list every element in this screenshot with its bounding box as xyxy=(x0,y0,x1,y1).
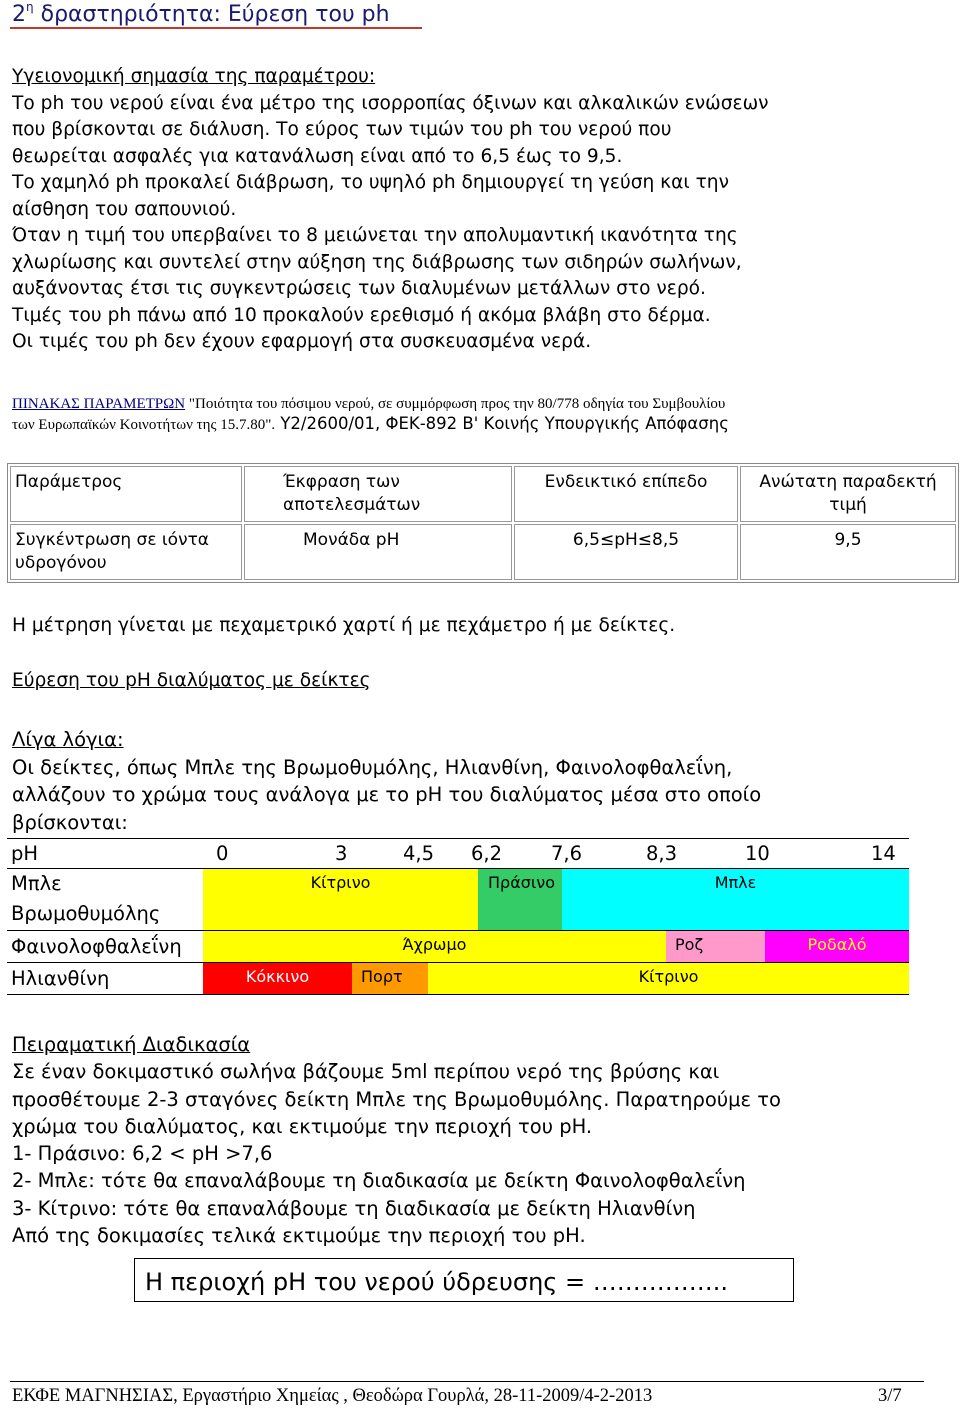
title-underline xyxy=(10,27,422,29)
ph-value: 8,3 xyxy=(646,842,678,865)
few-words-line: βρίσκονται: xyxy=(12,810,128,834)
sanitary-line: που βρίσκονται σε διάλυση. Το εύρος των τιμών του ph του νερού που xyxy=(12,119,672,140)
procedure-line: χρώμα του διαλύματος, και εκτιμούμε την περιοχή του pH. xyxy=(12,1114,593,1138)
sanitary-heading: Υγειονομική σημασία της παραμέτρου: xyxy=(12,66,376,87)
reference-line-2: των Ευρωπαϊκών Κοινοτήτων της 15.7.80". Υ2/2600/01, ΦΕΚ-892 Β' Κοινής Υπουργικής Απόφασης xyxy=(12,414,729,433)
few-words-section xyxy=(12,726,761,836)
table-header-cell: Έκφραση των αποτελεσμάτων xyxy=(244,466,512,522)
table-cell: 6,5≤pH≤8,5 xyxy=(514,524,738,580)
sanitary-line: Οι τιμές του ph δεν έχουν εφαρμογή στα συσκευασμένα νερά. xyxy=(12,331,592,352)
ph-value: 7,6 xyxy=(551,842,583,865)
methyl-orange-orange-band: Πορτ xyxy=(352,963,428,994)
indicator-table xyxy=(7,838,909,998)
bromothymol-yellow-band: Κίτρινο xyxy=(203,869,478,930)
reference-line-1: ΠΙΝΑΚΑΣ ΠΑΡΑΜΕΤΡΩΝ "Ποιότητα του πόσιμου νερού, σε συμμόρφωση προς την 80/778 οδηγία του Συμβουλίου xyxy=(12,396,726,412)
table-cell: Μονάδα pH xyxy=(244,524,512,580)
table-row xyxy=(10,466,956,522)
ph-value: 4,5 xyxy=(403,842,435,865)
procedure-line: Από της δοκιμασίες τελικά εκτιμούμε την περιοχή του pH. xyxy=(12,1224,586,1248)
table-header-cell: Παράμετρος xyxy=(10,466,242,522)
phenolphthalein-pink-band: Ροζ xyxy=(666,931,765,962)
reference-label[interactable]: ΠΙΝΑΚΑΣ ΠΑΡΑΜΕΤΡΩΝ xyxy=(12,396,186,412)
methyl-orange-label: Ηλιανθίνη xyxy=(11,967,110,990)
measurement-text: Η μέτρηση γίνεται με πεχαμετρικό χαρτί ή με πεχάμετρο ή με δείκτες. xyxy=(12,615,676,636)
sanitary-line: αυξάνοντας έτσι τις συγκεντρώσεις των διαλυμένων μετάλλων στο νερό. xyxy=(12,278,706,299)
table-header-cell: Ενδεικτικό επίπεδο xyxy=(514,466,738,522)
sanitary-line: Το χαμηλό ph προκαλεί διάβρωση, το υψηλό ph δημιουργεί τη γεύση και την xyxy=(12,172,729,193)
sanitary-line: χλωρίωσης και συντελεί στην αύξηση της διάβρωσης των σιδηρών σωλήνων, xyxy=(12,251,742,273)
few-words-heading: Λίγα λόγια: xyxy=(12,728,124,751)
page-title: $2^\eta$ δραστηριότητα: Εύρεση του ph xyxy=(12,0,390,27)
parameters-table xyxy=(7,463,959,583)
bromothymol-row xyxy=(7,869,909,931)
procedure-heading: Πειραματική Διαδικασία xyxy=(12,1033,251,1056)
ph-value: 10 xyxy=(745,842,770,865)
table-header-cell: Ανώτατη παραδεκτή τιμή xyxy=(740,466,956,522)
page-number: 3/7 xyxy=(878,1386,902,1406)
ph-value: 3 xyxy=(335,842,348,865)
ph-value: 0 xyxy=(216,842,229,865)
indicators-heading: Εύρεση του pH διαλύματος με δείκτες xyxy=(12,670,371,691)
ph-value: 6,2 xyxy=(471,842,503,865)
footer-divider xyxy=(10,1381,924,1382)
answer-box[interactable]: Η περιοχή pH του νερού ύδρευσης = …………….. xyxy=(134,1258,794,1302)
sanitary-line: Όταν η τιμή του υπερβαίνει το 8 μειώνεται την απολυμαντική ικανότητα της xyxy=(12,225,738,246)
phenolphthalein-red-band: Ροδαλό xyxy=(765,931,909,962)
table-cell: Συγκέντρωση σε ιόντα υδρογόνου xyxy=(10,524,242,580)
procedure-line: 3- Κίτρινο: τότε θα επαναλάβουμε τη διαδικασία με δείκτη Ηλιανθίνη xyxy=(12,1196,696,1220)
ph-label: pH xyxy=(11,842,39,865)
table-cell: 9,5 xyxy=(740,524,956,580)
ph-value: 14 xyxy=(871,842,896,865)
sanitary-line: Το ph του νερού είναι ένα μέτρο της ισορροπίας όξινων και αλκαλικών ενώσεων xyxy=(12,92,769,114)
footer-text: ΕΚΦΕ ΜΑΓΝΗΣΙΑΣ, Εργαστήριο Χημείας , Θεοδώρα Γουρλά, 28-11-2009/4-2-2013 xyxy=(12,1386,653,1406)
few-words-line: αλλάζουν το χρώμα τους ανάλογα με το pH του διαλύματος μέσα στο οποίο xyxy=(12,783,762,806)
sanitary-line: θεωρείται ασφαλές για κατανάλωση είναι από το 6,5 έως το 9,5. xyxy=(12,145,623,167)
few-words-line: Οι δείκτες, όπως Μπλε της Βρωμοθυμόλης, Ηλιανθίνη, Φαινολοφθαλεΐνη, xyxy=(12,755,733,779)
table-row xyxy=(10,524,956,580)
procedure-line: 1- Πράσινο: 6,2 < pH >7,6 xyxy=(12,1142,273,1166)
bromothymol-blue-band: Μπλε xyxy=(562,869,909,930)
bromothymol-green-band: Πράσινο xyxy=(478,869,562,930)
methyl-orange-row xyxy=(7,963,909,995)
sanitary-line: Τιμές του ph πάνω από 10 προκαλούν ερεθισμό ή ακόμα βλάβη στο δέρμα. xyxy=(12,304,711,326)
phenolphthalein-row xyxy=(7,931,909,963)
sanitary-section xyxy=(12,64,769,356)
methyl-orange-red-band: Κόκκινο xyxy=(203,963,352,994)
procedure-line: Σε έναν δοκιμαστικό σωλήνα βάζουμε 5ml περίπου νερό της βρύσης και xyxy=(12,1060,720,1084)
sanitary-line: αίσθηση του σαπουνιού. xyxy=(12,198,237,220)
ph-row xyxy=(7,839,909,869)
methyl-orange-yellow-band: Κίτρινο xyxy=(428,963,909,994)
procedure-line: 2- Μπλε: τότε θα επαναλάβουμε τη διαδικασία με δείκτη Φαινολοφθαλεΐνη xyxy=(12,1169,746,1193)
phenolphthalein-label: Φαινολοφθαλεΐνη xyxy=(11,935,182,958)
phenolphthalein-colorless-band: Άχρωμο xyxy=(203,931,666,962)
bromothymol-label: Μπλε Βρωμοθυμόλης xyxy=(11,872,161,925)
procedure-section xyxy=(12,1031,781,1249)
procedure-line: προσθέτουμε 2-3 σταγόνες δείκτη Μπλε της Βρωμοθυμόλης. Παρατηρούμε το xyxy=(12,1087,781,1111)
